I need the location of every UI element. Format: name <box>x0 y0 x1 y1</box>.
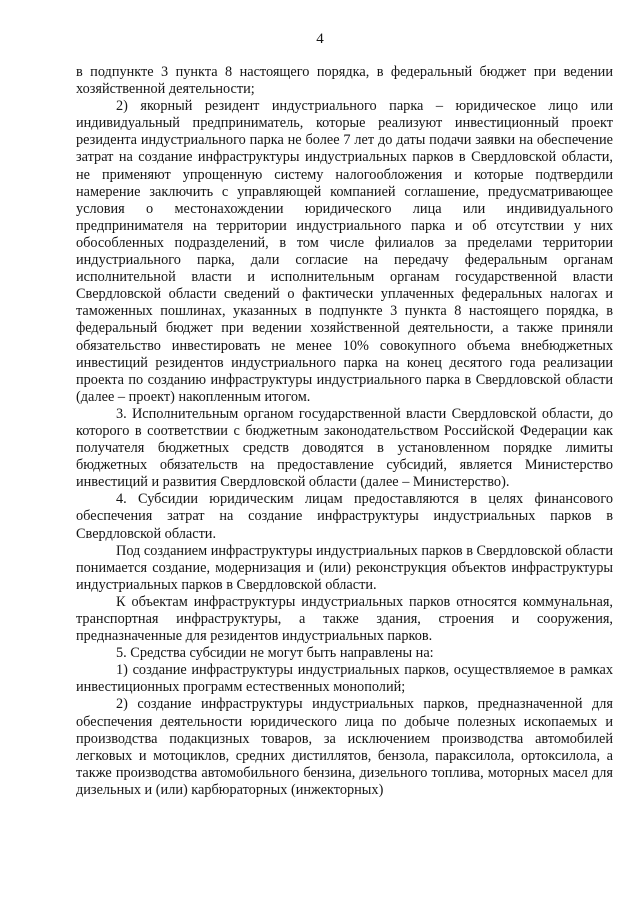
paragraph-item-5-2: 2) создание инфраструктуры индустриальных парков, предназначенной для обеспечения деятельности юридического лица по добыче полезных ископаемых и производства подакцизных товаров, за исключением производства автомобилей легковых и мотоциклов, средних дистиллятов, бензола, параксилола, ортоксилола, а также производства автомобильного бензина, дизельного топлива, моторных масел для дизельных и (или) карбюраторных (инжекторных) <box>76 696 613 798</box>
paragraph-infrastructure-objects: К объектам инфраструктуры индустриальных парков относятся коммунальная, транспортная инфраструктуры, а также здания, строения и сооружения, предназначенные для резидентов индустриальных парков. <box>76 593 613 645</box>
paragraph-item-4: 4. Субсидии юридическим лицам предоставляются в целях финансового обеспечения затрат на создание инфраструктуры индустриальных парков в Свердловской области. <box>76 491 613 542</box>
document-body <box>76 64 613 799</box>
paragraph-anchor-resident: 2) якорный резидент индустриального парка – юридическое лицо или индивидуальный предприниматель, которые реализуют инвестиционный проект резидента индустриального парка не более 7 лет до даты подачи заявки на обеспечение затрат на создание инфраструктуры индустриальных парков в Свердловской области, не применяют упрощенную систему налогообложения и которые подтвердили намерение заключить с управляющей компанией соглашение, предусматривающее условия о местонахождении юридического лица или индивидуального предпринимателя на территории индустриального парка и об отсутствии у них обособленных подразделений, в том числе филиалов за пределами территории индустриального парка, дали согласие на передачу федеральным органам исполнительной власти и исполнительным органам государственной власти Свердловской области сведений о фактически уплаченных федеральных налогах и таможенных пошлинах, указанных в подпункте 3 пункта 8 настоящего порядка, в федеральный бюджет при ведении хозяйственной деятельности, а также приняли обязательство инвестировать не менее 10% совокупного объема внебюджетных инвестиций резидентов индустриального парка на конец десятого года реализации проекта по созданию инфраструктуры индустриального парка в Свердловской области (далее – проект) накопленным итогом. <box>76 98 613 405</box>
page-number: 4 <box>316 31 324 47</box>
paragraph-item-5-1: 1) создание инфраструктуры индустриальных парков, осуществляемое в рамках инвестиционных программ естественных монополий; <box>76 662 613 696</box>
paragraph-item-5: 5. Средства субсидии не могут быть направлены на: <box>116 645 434 662</box>
paragraph-item-3: 3. Исполнительным органом государственной власти Свердловской области, до которого в соответствии с бюджетным законодательством Российской Федерации как получателя бюджетных средств доводятся в установленном порядке лимиты бюджетных обязательств на предоставление субсидий, является Министерство инвестиций и развития Свердловской области (далее – Министерство). <box>76 405 613 491</box>
paragraph-infrastructure-definition: Под созданием инфраструктуры индустриальных парков в Свердловской области понимается создание, модернизация и (или) реконструкция объектов инфраструктуры индустриальных парков в Свердловской области. <box>76 542 613 593</box>
paragraph-continuation: в подпункте 3 пункта 8 настоящего порядка, в федеральный бюджет при ведении хозяйственной деятельности; <box>76 64 613 98</box>
